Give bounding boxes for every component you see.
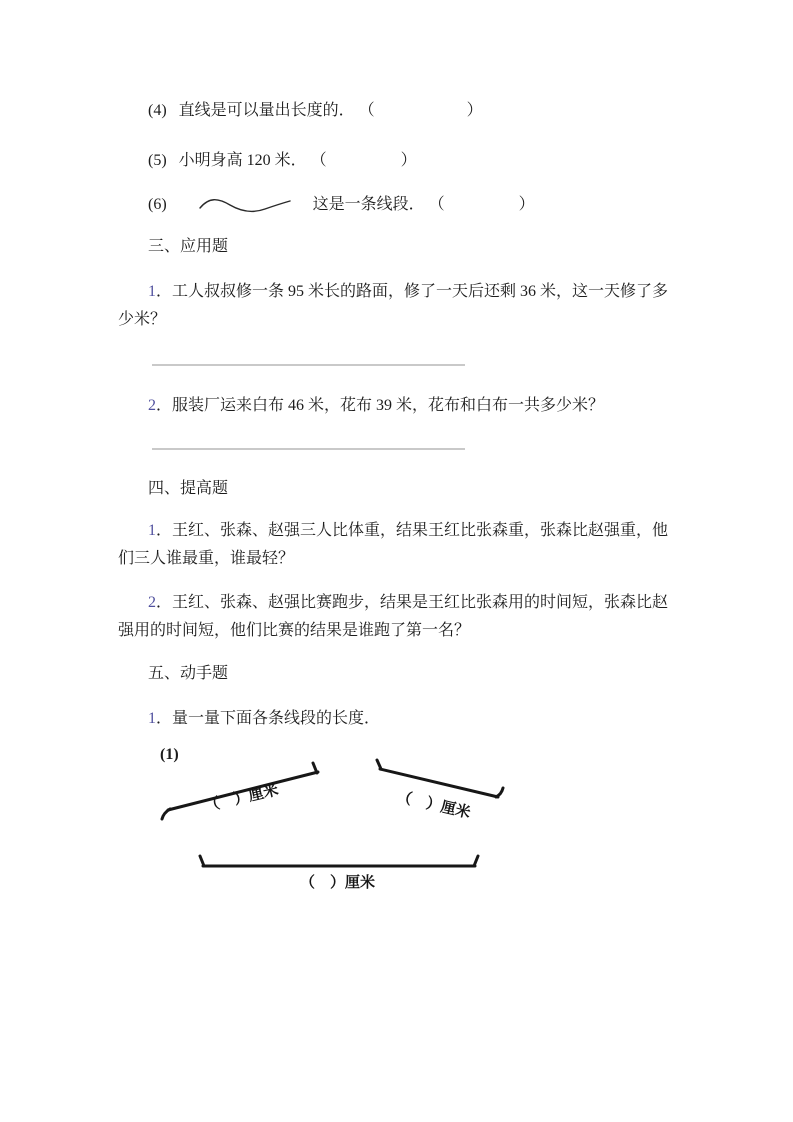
segment-label-bottom: （ ）厘米 — [300, 875, 376, 891]
item-number: (4) — [148, 102, 167, 119]
segment-label-left: （ ）厘米 — [203, 782, 280, 815]
answer-parentheses: （ ） — [318, 152, 419, 169]
line-segments-drawing — [150, 755, 515, 900]
question-separator: ． — [156, 397, 173, 414]
word-problem-3-2 — [118, 392, 678, 420]
item-number: (5) — [148, 152, 167, 169]
question-number: 2 — [148, 397, 156, 414]
question-separator: ． — [156, 594, 173, 611]
answer-parentheses: （ ） — [436, 196, 537, 213]
question-number: 1 — [148, 283, 156, 300]
item-number: (6) — [148, 196, 167, 213]
question-separator: ． — [156, 283, 173, 300]
word-problem-4-1 — [118, 517, 678, 573]
question-number: 2 — [148, 594, 156, 611]
question-number: 1 — [148, 522, 156, 539]
question-text: 王红、张森、赵强比赛跑步，结果是王红比张森用的时间短，张森比赵强用的时间短，他们比赛的结果是谁跑了第一名？ — [118, 594, 669, 639]
judgement-text: 小明身高 120 米． — [178, 152, 307, 169]
answer-blank-line — [152, 364, 465, 366]
curved-line-figure — [197, 194, 293, 216]
judgement-item-4 — [148, 97, 485, 120]
question-separator: ． — [156, 522, 173, 539]
sub-item-marker: (1) — [160, 746, 179, 763]
question-text: 工人叔叔修一条 95 米长的路面，修了一天后还剩 36 米，这一天修了多少米？ — [118, 283, 669, 328]
question-text: 量一量下面各条线段的长度． — [172, 710, 381, 727]
word-problem-4-2 — [118, 589, 678, 645]
word-problem-3-1 — [118, 278, 678, 334]
question-text: 服装厂运来白布 46 米，花布 39 米，花布和白布一共多少米？ — [172, 397, 605, 414]
instruction-5-1 — [118, 705, 678, 733]
judgement-item-6 — [148, 191, 537, 216]
section-title-5: 五、动手题 — [148, 665, 229, 682]
judgement-text: 直线是可以量出长度的． — [178, 102, 355, 119]
answer-blank-line — [152, 448, 465, 450]
question-separator: ． — [156, 710, 173, 727]
question-number: 1 — [148, 710, 156, 727]
judgement-item-5 — [148, 147, 419, 170]
section-title-3: 三、应用题 — [148, 238, 229, 255]
section-title-4: 四、提高题 — [148, 480, 229, 497]
segment-label-right: （ ）厘米 — [395, 789, 472, 822]
question-text: 王红、张森、赵强三人比体重，结果王红比张森重，张森比赵强重，他们三人谁最重，谁最轻？ — [118, 522, 669, 567]
judgement-text: 这是一条线段． — [312, 196, 425, 213]
answer-parentheses: （ ） — [366, 102, 485, 119]
